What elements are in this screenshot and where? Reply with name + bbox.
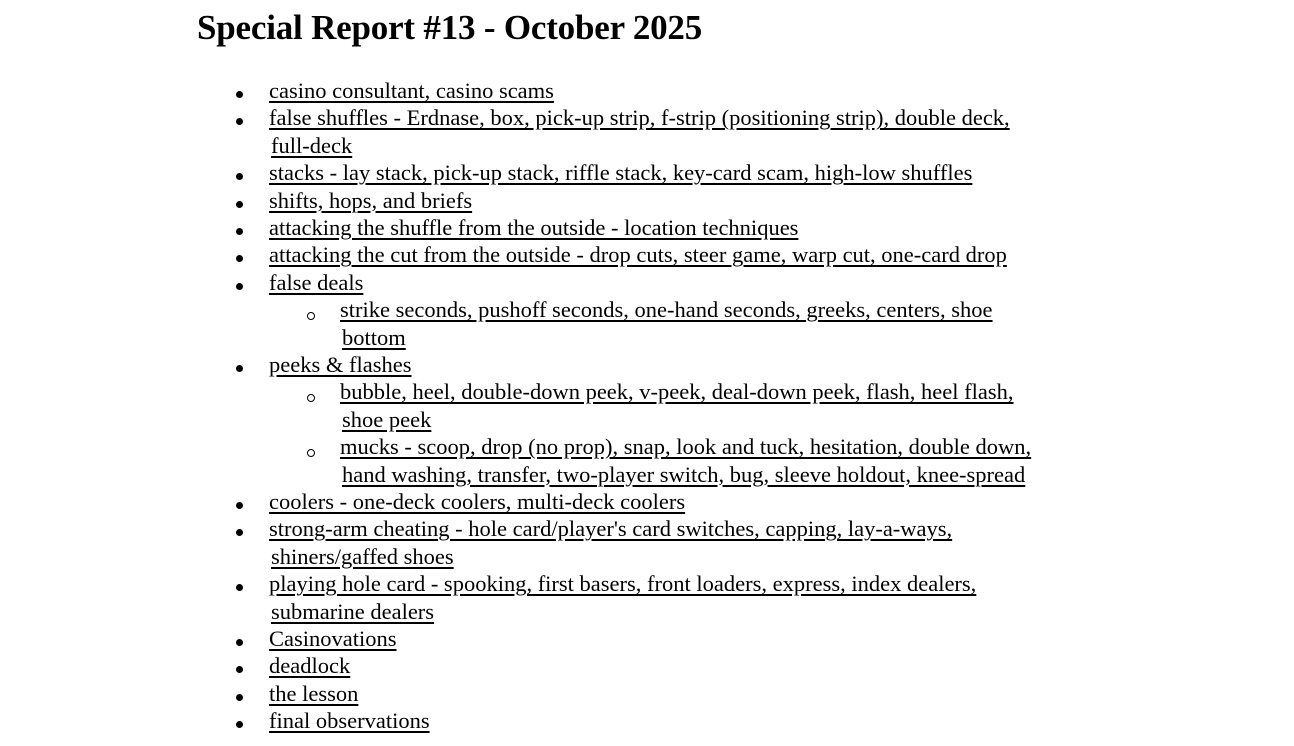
bullet-icon [236,283,243,290]
sub-list-item-link[interactable]: hand washing, transfer, two-player switch, bug, sleeve holdout, knee-spread [342,461,1026,487]
bullet-icon [236,529,243,536]
list-item-link[interactable]: shifts, hops, and briefs [269,187,473,213]
list-item-link[interactable]: attacking the shuffle from the outside - location techniques [269,215,799,240]
bullet-icon [236,639,243,646]
list-item-link[interactable]: playing hole card - spooking, first basers, front loaders, express, index dealers, [269,571,977,597]
list-item-link[interactable]: false deals [269,269,364,295]
list-item-link[interactable]: final observations [269,708,430,734]
list-item-link[interactable]: Casinovations [269,626,397,651]
list-item-link[interactable]: deadlock [269,653,351,679]
bullet-icon [236,228,243,235]
bullet-icon [236,584,243,591]
list-item-link[interactable]: casino consultant, casino scams [269,78,554,103]
bullet-icon [236,201,243,208]
list-item-link[interactable]: shiners/gaffed shoes [271,543,454,569]
list-item-link[interactable]: attacking the cut from the outside - drop cuts, steer game, warp cut, one-card drop [269,242,1007,268]
page-title: Special Report #13 - October 2025 [197,8,703,47]
sub-list-item-link[interactable]: bottom [342,324,406,350]
list-item-link[interactable]: stacks - lay stack, pick-up stack, riffle stack, key-card scam, high-low shuffles [269,160,973,186]
circle-bullet-icon [307,449,315,457]
bullet-icon [236,502,243,509]
bullet-icon [236,365,243,372]
bullet-icon [236,118,243,125]
list-item-link[interactable]: the lesson [269,680,359,706]
bullet-icon [236,173,243,180]
sub-list-item-link[interactable]: bubble, heel, double-down peek, v-peek, deal-down peek, flash, heel flash, [340,379,1014,405]
list-item-link[interactable]: peeks & flashes [269,352,412,377]
list-item-link[interactable]: full-deck [271,132,353,158]
list-item-link[interactable]: strong-arm cheating - hole card/player's card switches, capping, lay-a-ways, [269,516,953,542]
list-item-link[interactable]: submarine dealers [271,598,435,624]
sub-list-item-link[interactable]: strike seconds, pushoff seconds, one-hand seconds, greeks, centers, shoe [340,297,993,323]
bullet-icon [236,255,243,262]
bullet-icon [236,91,243,98]
list-item-link[interactable]: false shuffles - Erdnase, box, pick-up strip, f-strip (positioning strip), double deck, [269,105,1010,131]
list-item-link[interactable]: coolers - one-deck coolers, multi-deck coolers [269,489,686,514]
circle-bullet-icon [307,394,315,402]
sub-list-item-link[interactable]: shoe peek [342,406,432,432]
sub-list-item-link[interactable]: mucks - scoop, drop (no prop), snap, look and tuck, hesitation, double down, [340,434,1032,460]
bullet-icon [236,694,243,701]
bullet-icon [236,721,243,728]
bullet-icon [236,666,243,673]
circle-bullet-icon [307,312,315,320]
